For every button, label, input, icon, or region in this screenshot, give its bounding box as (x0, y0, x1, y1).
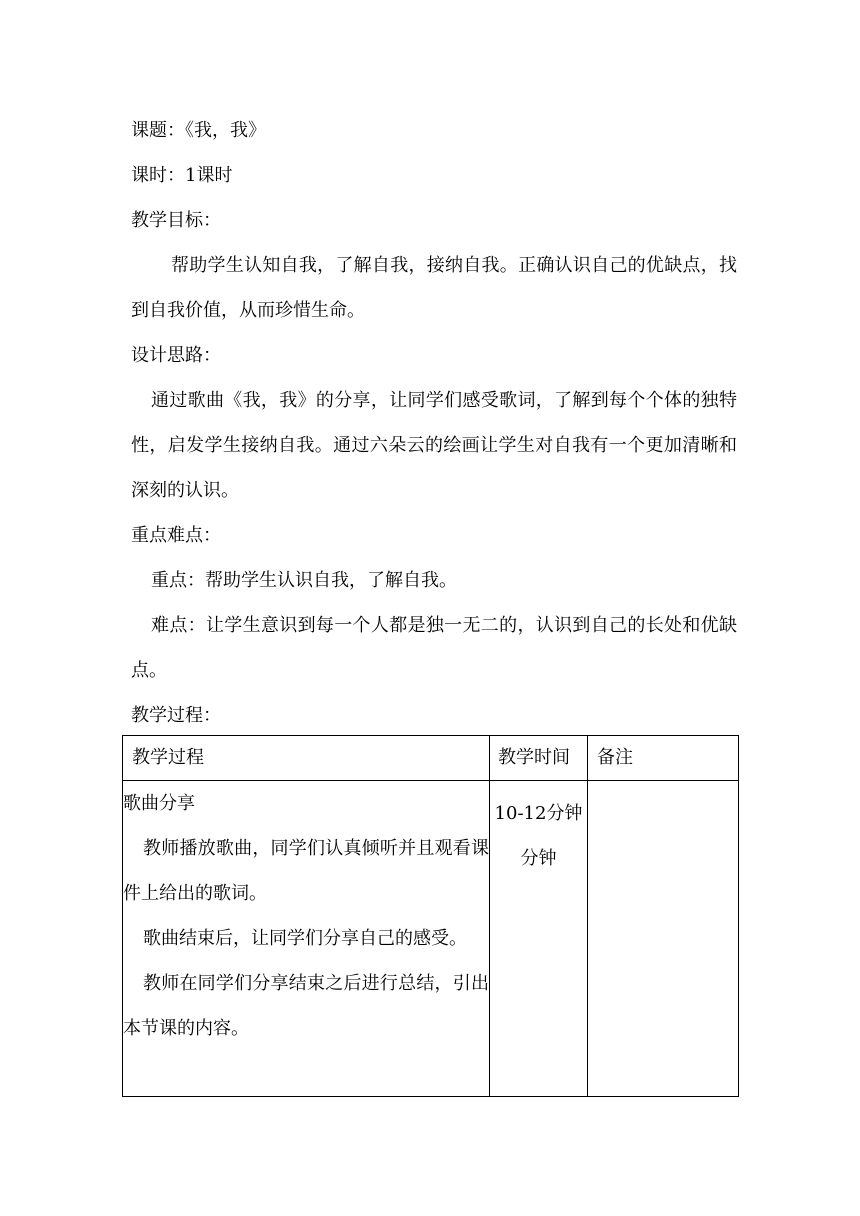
lesson-period: 课时：1课时 (131, 165, 233, 186)
row-title: 歌曲分享 (123, 793, 195, 814)
row-paragraph-1: 教师播放歌曲，同学们认真倾听并且观看课件上给出的歌词。 (123, 838, 489, 904)
time-cell (490, 781, 588, 1097)
header-process: 教学过程 (123, 736, 490, 781)
row-paragraph-3: 教师在同学们分享结束之后进行总结，引出本节课的内容。 (123, 973, 489, 1039)
lesson-title: 课题：《我，我》 (131, 120, 266, 141)
note-cell (588, 781, 739, 1097)
process-cell (123, 781, 490, 1097)
lesson-plan (131, 108, 737, 738)
goal-heading: 教学目标： (131, 210, 221, 231)
process-heading: 教学过程： (131, 705, 221, 726)
key-point: 重点：帮助学生认识自我，了解自我。 (151, 570, 457, 591)
row-paragraph-2: 歌曲结束后，让同学们分享自己的感受。 (143, 928, 467, 949)
goal-text: 帮助学生认知自我，了解自我，接纳自我。正确认识自己的优缺点，找到自我价值，从而珍惜生命。 (131, 255, 737, 321)
header-time: 教学时间 (490, 736, 588, 781)
design-heading: 设计思路： (131, 345, 221, 366)
hard-point: 难点：让学生意识到每一个人都是独一无二的，认识到自己的长处和优缺点。 (131, 615, 737, 681)
row-time: 10-12分钟分钟 (494, 803, 583, 869)
design-text: 通过歌曲《我，我》的分享，让同学们感受歌词，了解到每个个体的独特性，启发学生接纳自我。通过六朵云的绘画让学生对自我有一个更加清晰和深刻的认识。 (131, 390, 737, 501)
process-table (122, 735, 739, 1097)
table-header-row (123, 736, 739, 781)
table-row (123, 781, 739, 1097)
header-note: 备注 (588, 736, 739, 781)
key-heading: 重点难点： (131, 525, 221, 546)
